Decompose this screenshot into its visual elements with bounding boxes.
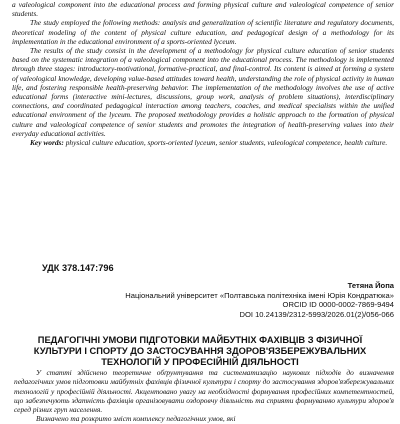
ukrainian-abstract xyxy=(14,368,394,424)
author-name: Тетяна Йопа xyxy=(347,281,394,290)
keywords xyxy=(12,138,394,147)
author-affiliation: Національний університет «Полтавська політехніка імені Юрія Кондратюка» xyxy=(125,290,394,300)
abstract-paragraph: a valeological component into the educational process and forming physical culture and valeological competence of senior students. xyxy=(12,0,394,19)
author-info xyxy=(125,281,394,319)
abstract-paragraph: Визначено та розкрито зміст комплексу педагогічних умов, які xyxy=(36,414,236,424)
abstract-paragraph: The results of the study consist in the development of a methodology for physical culture education of senior students based on the systematic integration of a valeological component into the educational process. The methodology is implemented through three stages: introductory-motivational, formative-practical, and final-control. Its content is aimed at forming a system of valeological knowledge, developing value-based attitudes toward health, understanding the role of physical activity in human life, and fostering responsible health-preserving behavior. The implementation of the methodology involves the use of active educational forms (interactive mini-lectures, discussions, group work, analysis of problem situations), interdisciplinary connections, and coordinated pedagogical interaction among teachers, coaches, and medical specialists within the unified educational environment of the lyceum. The proposed methodology provides a holistic approach to the formation of physical culture and valeological competence of senior students and promotes the integration of health-preserving values into their everyday educational activities. xyxy=(12,46,394,138)
english-abstract xyxy=(12,0,394,147)
article-title: ПЕДАГОГІЧНІ УМОВИ ПІДГОТОВКИ МАЙБУТНІХ ФАХІВЦІВ З ФІЗИЧНОЇ КУЛЬТУРИ І СПОРТУ ДО ЗАСТОСУВАННЯ ЗДОРОВ'ЯЗБЕРЕЖУВАЛЬНИХ ТЕХНОЛОГІЙ У ПРОФЕСІЙНІЙ ДІЯЛЬНОСТІ xyxy=(33,335,367,368)
keywords-label: Key words: xyxy=(30,138,64,148)
udk-code: УДК 378.147:796 xyxy=(42,263,114,273)
author-orcid: ORCID ID 0000-0002-7869-9494 xyxy=(282,300,394,310)
keywords-text: physical culture education, sports-oriented lyceum, senior students, valeological competence, health culture. xyxy=(63,138,388,148)
abstract-paragraph: У статті здійснено теоретичне обґрунтування та систематизацію наукових підходів до визначення педагогічних умов підготовки майбутніх фахівців фізичної культури і спорту до застосування здоров'язбережувальних технологій у професійній діяльності. Акцентовано увагу на необхідності формування професійних компетентностей, що забезпечують здатність фахівців організовувати оздоровчу діяльність та сприяти формуванню культури здоров'я серед різних груп населення. xyxy=(14,368,394,415)
abstract-paragraph: The study employed the following methods: analysis and generalization of scientific literature and regulatory documents, theoretical modeling of the content of physical culture education, and pedagogical design of a methodology for its implementation in the educational environment of a sports-oriented lyceum. xyxy=(12,18,394,46)
doi: DOI 10.24139/2312-5993/2026.01(2)/056-066 xyxy=(239,309,394,319)
